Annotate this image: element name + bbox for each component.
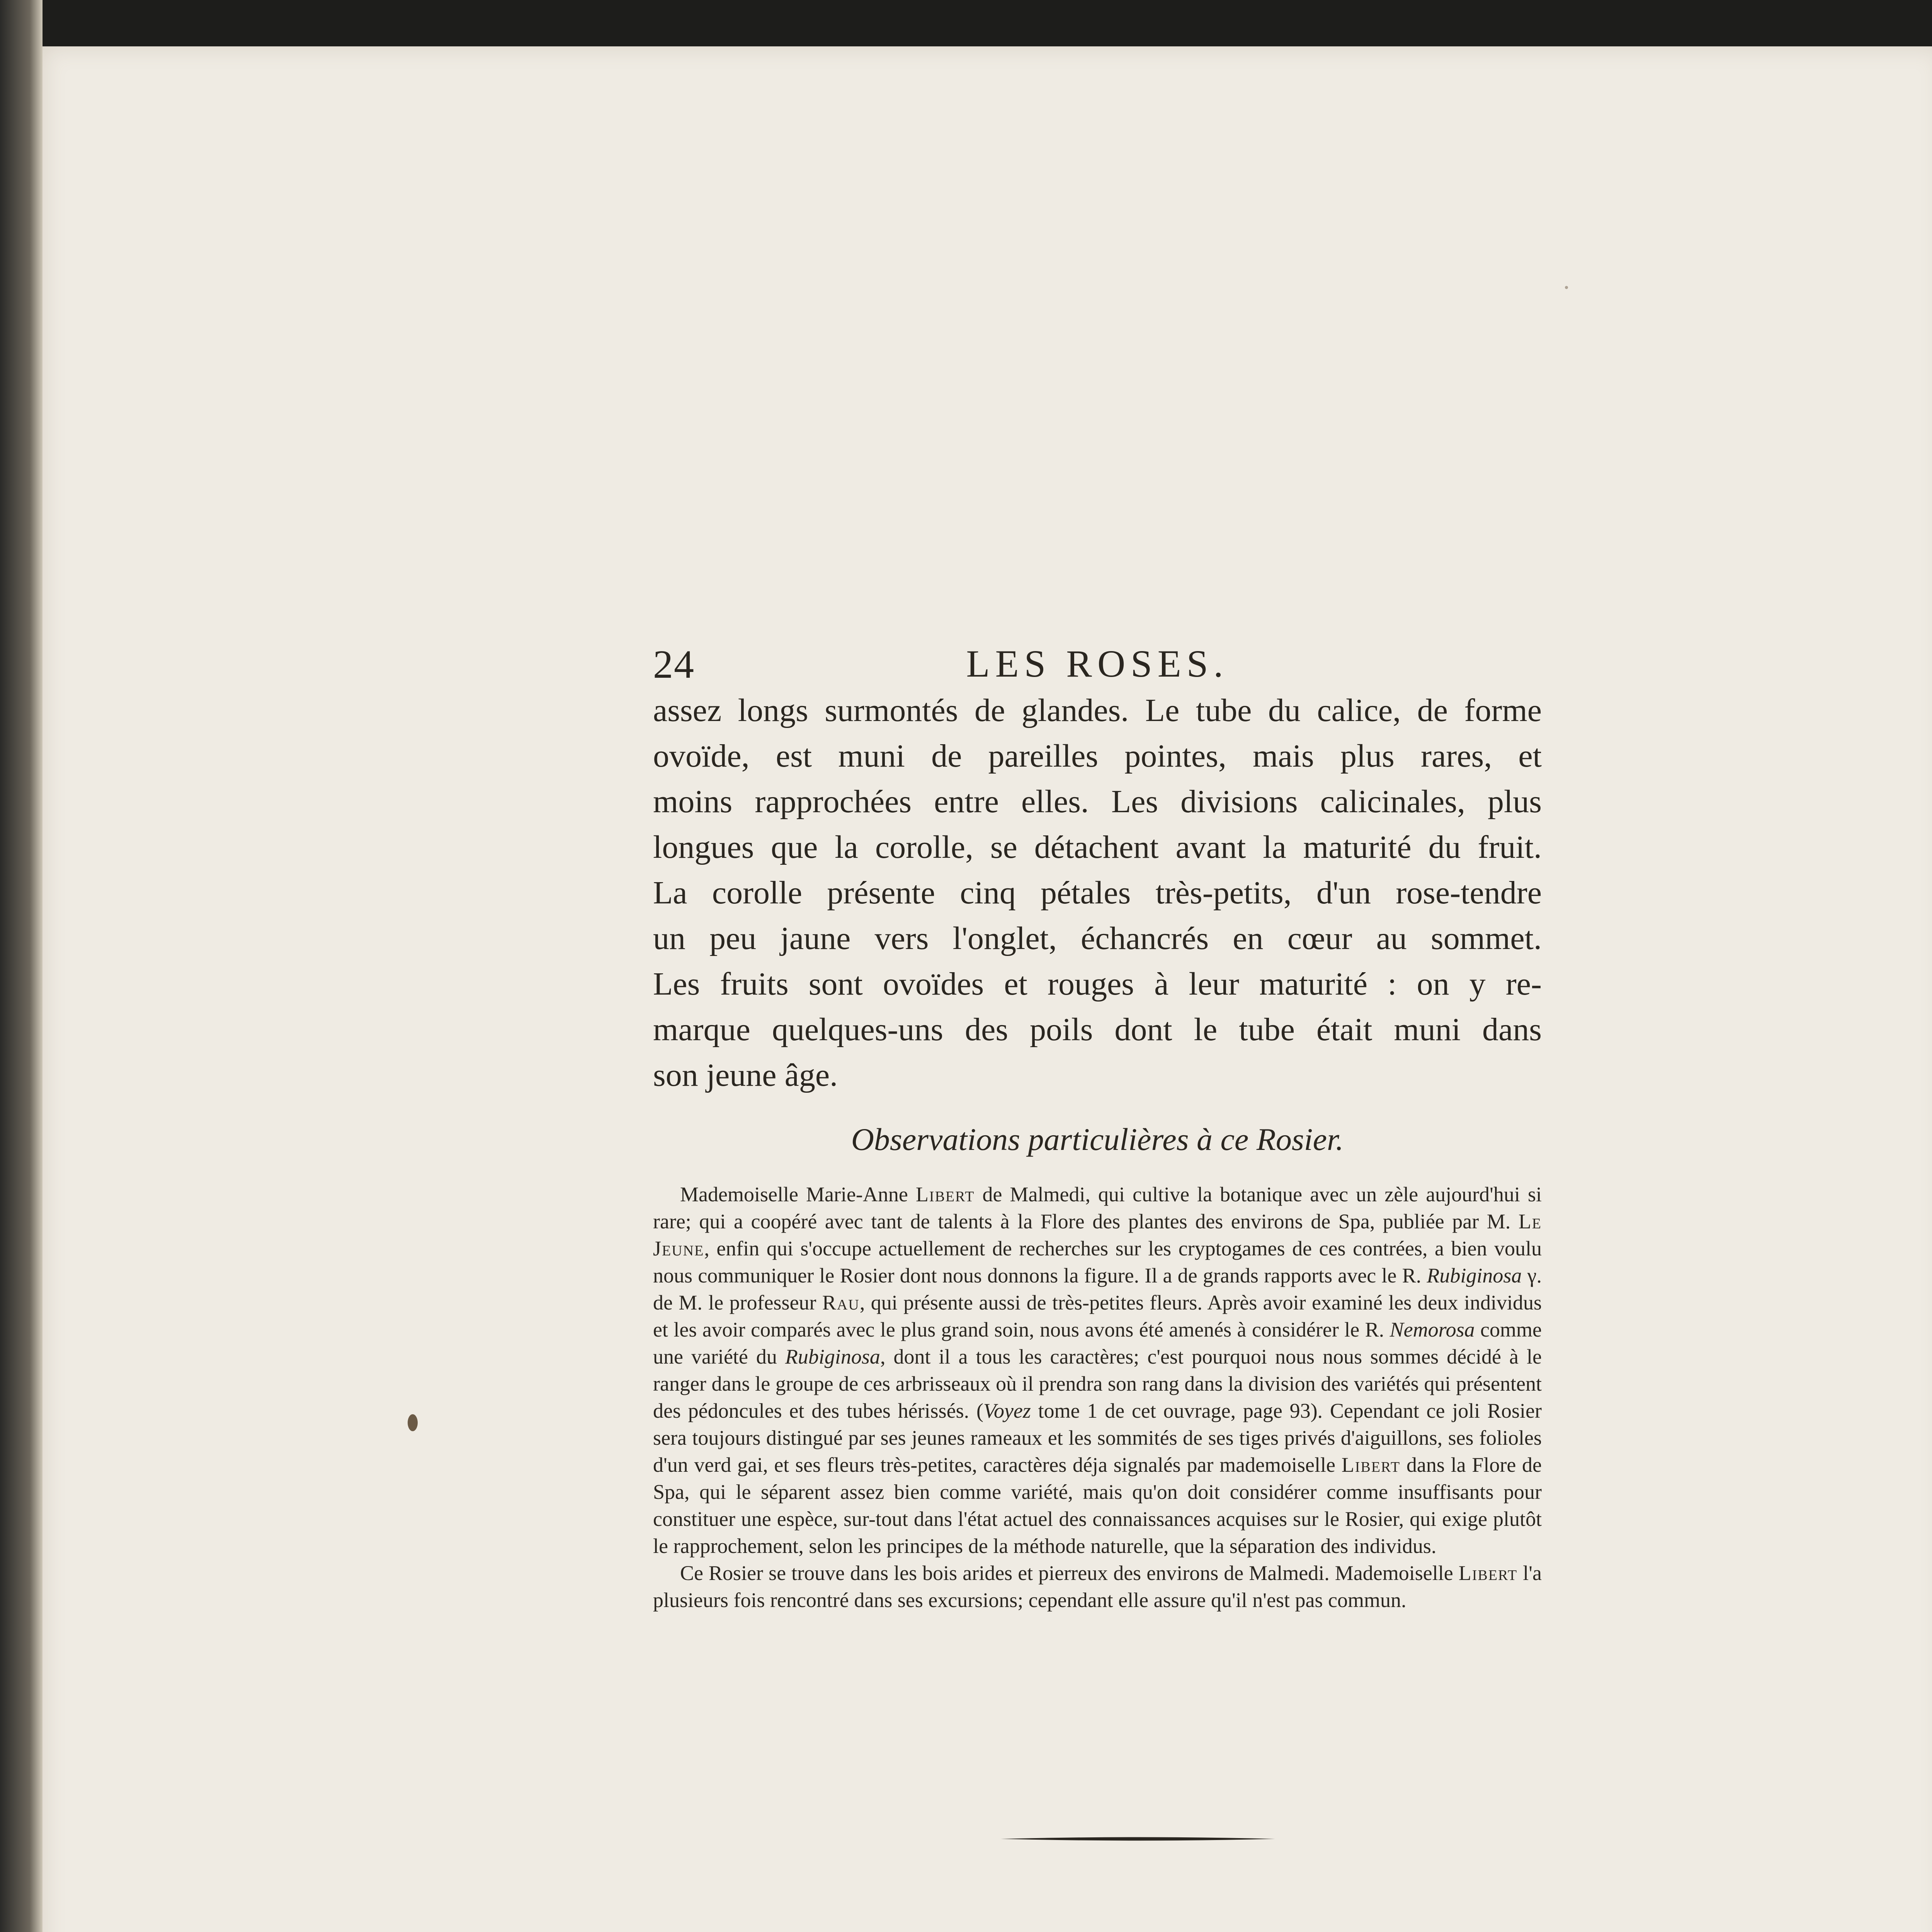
observations-paragraph: [653, 1181, 1542, 1560]
text-run: dans la Flore de Spa, qui le séparent assez bien comme variété, mais qu'on doit considérer comme insuffisants pour constituer une espèce, sur-tout dans l'état actuel des connaissances acquises sur le Rosier, qui exige plutôt le rapprochement, selon les principes de la méthode naturelle, que la séparation des individus.: [653, 1453, 1542, 1558]
author-name: Rau: [822, 1291, 860, 1314]
main-paragraph: [653, 688, 1542, 1098]
text-run: , qui présente aussi de très-petites fleurs. Après avoir examiné les deux individus et les avoir comparés avec le plus grand soin, nous avons été amenés à considérer le R.: [653, 1291, 1542, 1341]
page-header: [653, 634, 1542, 688]
page-number: 24: [653, 642, 695, 687]
species-name: Rubiginosa: [785, 1345, 880, 1368]
text-run: γ. de M. le professeur: [653, 1264, 1542, 1314]
text-line: assez longs surmontés de glandes. Le tube du calice, de forme: [653, 692, 1542, 728]
text-line: un peu jaune vers l'onglet, échancrés en cœur au sommet.: [653, 920, 1542, 956]
text-run: l'a plusieurs fois rencontré dans ses excursions; cependant elle assure qu'il n'est pas commun.: [653, 1561, 1542, 1612]
text-run: , dont il a tous les caractères; c'est pourquoi nous nous sommes décidé à le ranger dans le groupe de ces arbrisseaux où il prendra son rang dans la division des variétés qui présentent des pédoncules et des tubes hérissés. (: [653, 1345, 1542, 1422]
text-run: Ce Rosier se trouve dans les bois arides et pierreux des environs de Malmedi. Mademoiselle: [680, 1561, 1459, 1585]
text-line: moins rapprochées entre elles. Les divisions calicinales, plus: [653, 784, 1542, 820]
text-line: La corolle présente cinq pétales très-petits, d'un rose-tendre: [653, 875, 1542, 911]
author-name: Libert: [1341, 1453, 1401, 1476]
text-run: de Malmedi, qui cultive la botanique avec un zèle aujourd'hui si rare; qui a coopéré avec tant de talents à la Flore des plantes des environs de Spa, publiée par M.: [653, 1183, 1542, 1233]
author-name: Le Jeune: [653, 1210, 1542, 1260]
text-run: , enfin qui s'occupe actuellement de recherches sur les cryptogames de ces contrées, a bien voulu nous communiquer le Rosier dont nous donnons la figure. Il a de grands rapports avec le R.: [653, 1237, 1542, 1287]
foxing-spot: [408, 1414, 418, 1431]
text-line: ovoïde, est muni de pareilles pointes, mais plus rares, et: [653, 738, 1542, 774]
text-line: son jeune âge.: [653, 1057, 838, 1093]
species-name: Nemorosa: [1389, 1318, 1475, 1341]
author-name: Libert: [1458, 1561, 1518, 1585]
page-text: [653, 634, 1542, 1614]
author-name: Libert: [915, 1183, 975, 1206]
text-run: Mademoiselle Marie-Anne: [680, 1183, 916, 1206]
text-line: longues que la corolle, se détachent avant la maturité du fruit.: [653, 829, 1542, 865]
cross-reference: Voyez: [983, 1399, 1031, 1422]
text-run: tome 1 de cet ouvrage, page 93). Cependant ce joli Rosier sera toujours distingué par ses jeunes rameaux et les sommités de ses tiges privés d'aiguillons, ses folioles d'un verd gai, et ses fleurs très-petites, caractères déja signalés par mademoiselle: [653, 1399, 1542, 1476]
text-line: marque quelques-uns des poils dont le tube était muni dans: [653, 1012, 1542, 1048]
observations-heading: Observations particulières à ce Rosier.: [851, 1122, 1344, 1157]
observations-notes: [653, 1181, 1542, 1614]
end-ornament-rule: [1001, 1836, 1275, 1842]
book-spine-shadow: [0, 0, 43, 1932]
text-run: comme une variété du: [653, 1318, 1542, 1368]
scan-background-top: [0, 0, 1932, 46]
species-name: Rubiginosa: [1427, 1264, 1522, 1287]
observations-paragraph: [653, 1560, 1542, 1614]
running-title: LES ROSES.: [966, 642, 1229, 685]
foxing-spot: [1565, 286, 1568, 289]
text-line: Les fruits sont ovoïdes et rouges à leur maturité : on y re-: [653, 966, 1542, 1002]
